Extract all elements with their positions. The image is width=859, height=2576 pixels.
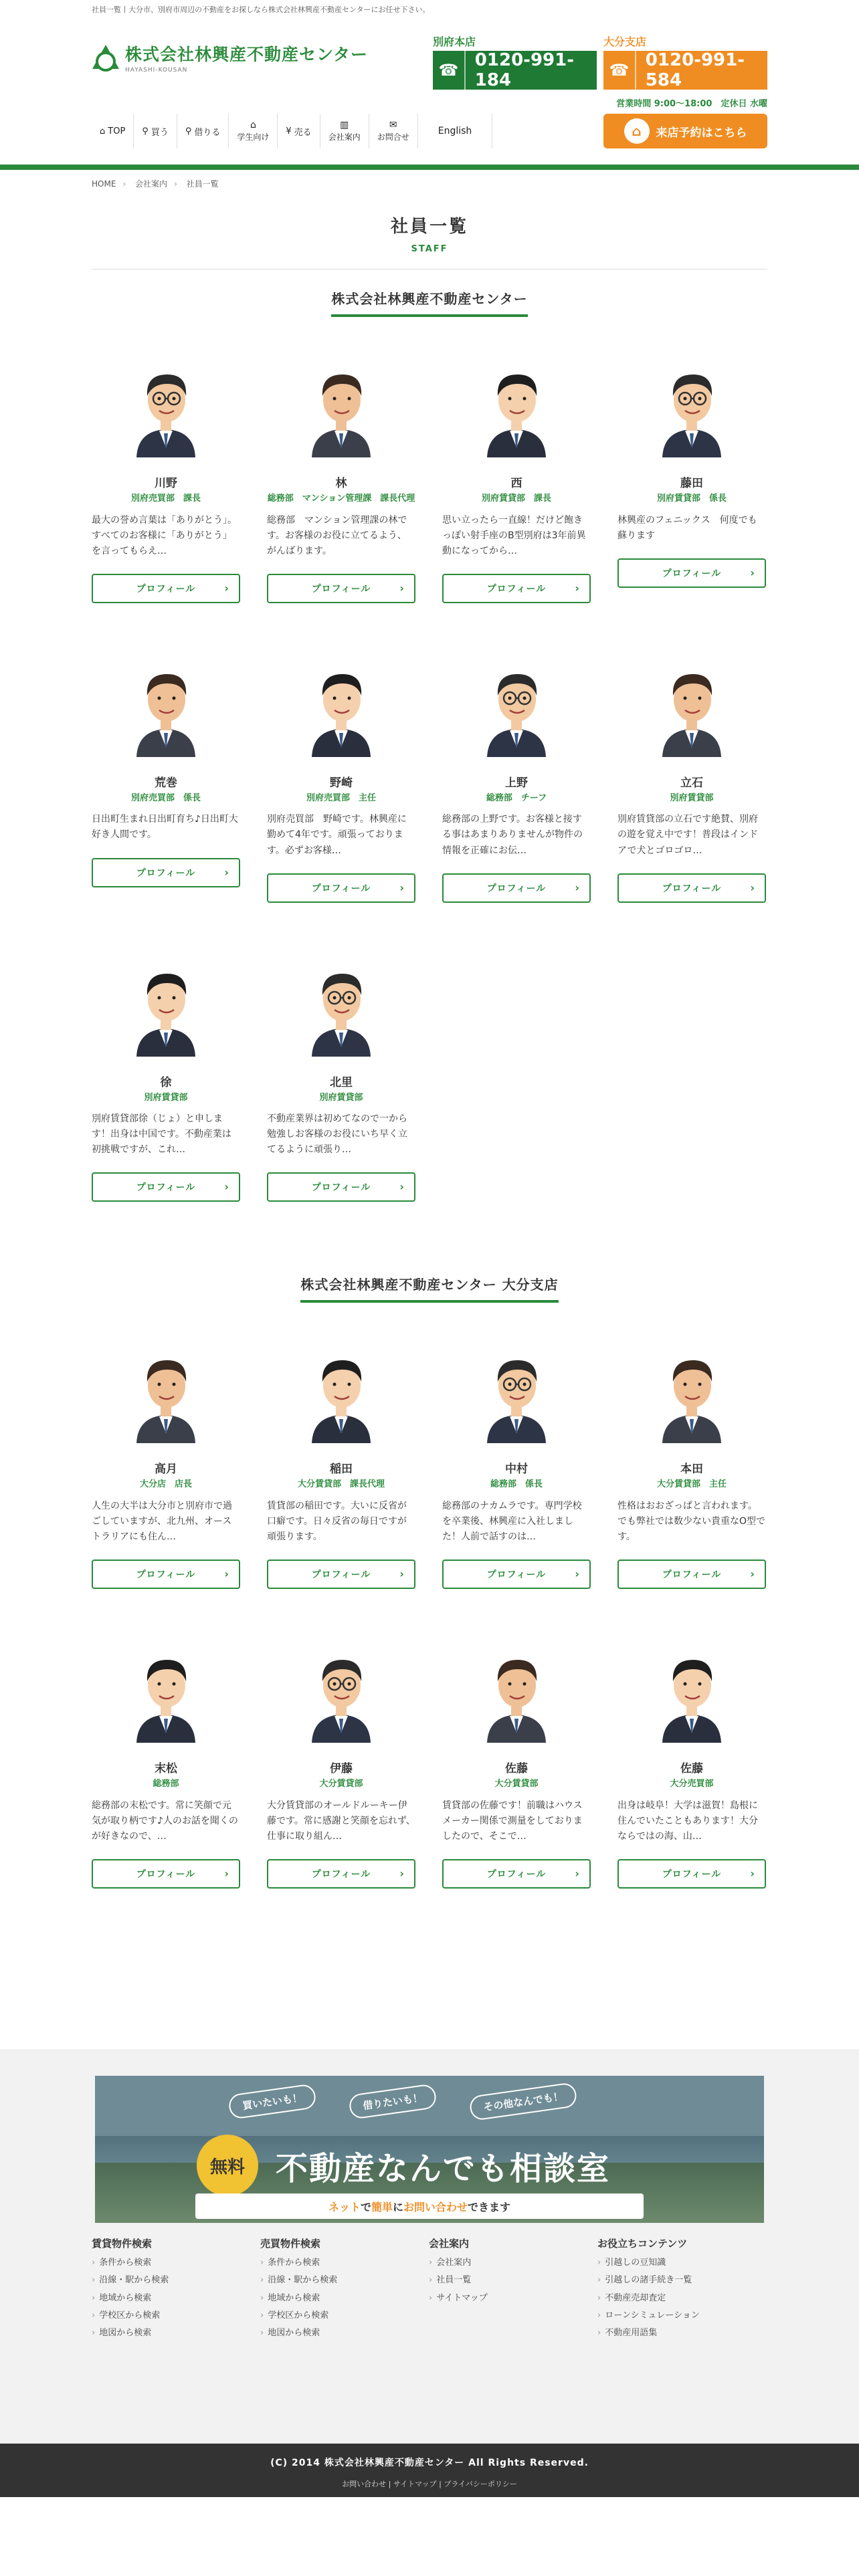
- staff-message: 別府売買部 野崎です。林興産に勤めて4年です。頑張っております。必ずお客様…: [267, 814, 407, 856]
- banner-bubble: その他なんでも！: [468, 2082, 578, 2121]
- section-title: [92, 1274, 767, 1303]
- staff-message: 日出町生まれ日出町育ち♪日出町大好き人間です。: [92, 814, 238, 841]
- chevron-right-icon: ›: [575, 581, 580, 595]
- footer-link[interactable]: › 引越しの諸手続き一覧: [597, 2274, 766, 2286]
- bottom-links: お問い合わせ | サイトマップ | プライバシーポリシー: [342, 2480, 517, 2489]
- staff-role: 総務部: [153, 1779, 179, 1790]
- footer-link-heading: 売買物件検索: [260, 2238, 321, 2250]
- chevron-right-icon: ›: [750, 566, 755, 579]
- nav-label: 買う: [151, 127, 169, 138]
- staff-card: [267, 657, 415, 903]
- staff-card: [442, 1642, 591, 1889]
- footer-link-column: [92, 2236, 260, 2345]
- profile-button-label: プロフィール: [662, 883, 722, 894]
- staff-message: 思い立ったら一直線！だけど飽きっぽい射手座のB型別府は3年前異動になってから…: [442, 514, 586, 556]
- staff-card: [617, 1642, 766, 1889]
- chevron-right-icon: ›: [224, 1867, 229, 1881]
- staff-card: [617, 657, 766, 903]
- chevron-right-icon: ›: [750, 1867, 755, 1881]
- staff-avatar: [476, 657, 557, 757]
- chevron-right-icon: ›: [750, 881, 755, 894]
- link-privacy[interactable]: プライバシーポリシー: [444, 2480, 517, 2489]
- staff-name: 川野: [155, 477, 177, 490]
- building-icon: ▥: [340, 119, 349, 130]
- staff-avatar: [126, 357, 206, 457]
- staff-card: [92, 357, 240, 603]
- home-icon: ⌂: [100, 126, 106, 136]
- copyright: (C) 2014 株式会社林興産不動産センター All Rights Reserved.: [270, 2458, 589, 2469]
- shop-icon: ⌂: [624, 118, 650, 144]
- staff-name: 林: [335, 477, 347, 490]
- staff-avatar: [301, 956, 381, 1057]
- staff-message: 大分賃貸部のオールドルーキー伊藤です。常に感謝と笑顔を忘れず、仕事に取り組ん…: [267, 1800, 415, 1842]
- staff-message: 総務部 マンション管理課の林です。お客様のお役に立てるよう、がんばります。: [267, 514, 407, 556]
- staff-card: [267, 1642, 415, 1889]
- link-sitemap[interactable]: サイトマップ: [393, 2480, 437, 2489]
- staff-role: 大分賃貸部 課長代理: [297, 1479, 385, 1490]
- staff-role: 総務部 チーフ: [486, 792, 547, 803]
- footer-link[interactable]: › 沿線・駅から検索: [92, 2274, 260, 2286]
- staff-avatar: [301, 1642, 381, 1743]
- nav-english[interactable]: [418, 114, 493, 148]
- staff-card: [92, 1642, 240, 1889]
- strip-text: 簡単: [371, 2200, 393, 2214]
- profile-button[interactable]: [92, 1560, 240, 1589]
- footer-link[interactable]: › 会社案内: [429, 2257, 597, 2269]
- staff-card: [617, 1343, 766, 1589]
- profile-button-label: プロフィール: [662, 568, 722, 579]
- profile-button-label: プロフィール: [311, 583, 371, 595]
- free-badge: 無料: [197, 2135, 258, 2196]
- staff-message: 別府賃貸部の立石です絶賛、別府の遊を覚え中です！普段はインドアで犬とゴロゴロ…: [617, 814, 758, 856]
- house-icon: ⌂: [250, 119, 256, 130]
- profile-button-label: プロフィール: [486, 583, 547, 595]
- profile-button[interactable]: [92, 858, 240, 887]
- staff-grid: [92, 357, 767, 1255]
- phone-icon: ☎: [433, 51, 466, 90]
- staff-role: 大分店 店長: [139, 1479, 192, 1490]
- profile-button[interactable]: [267, 574, 415, 603]
- copyright-bar: [0, 2444, 859, 2497]
- staff-name: 高月: [155, 1463, 177, 1477]
- staff-card: [267, 1343, 415, 1589]
- nav-label: 売る: [294, 127, 312, 138]
- staff-name: 末松: [155, 1762, 177, 1776]
- chevron-right-icon: ›: [575, 1867, 580, 1881]
- chevron-right-icon: ›: [399, 581, 405, 595]
- profile-button[interactable]: [617, 873, 766, 903]
- profile-button-label: プロフィール: [486, 1869, 547, 1881]
- footer-link[interactable]: › 条件から検索: [260, 2257, 429, 2269]
- profile-button-label: プロフィール: [136, 867, 196, 879]
- staff-message: 総務部の上野です。お客様と接する事はあまりありませんが物件の情報を正確にお伝…: [442, 814, 583, 856]
- staff-avatar: [476, 357, 557, 457]
- footer-link-column: [260, 2236, 429, 2345]
- profile-button-label: プロフィール: [311, 1182, 371, 1194]
- store-beppu: [433, 33, 597, 90]
- profile-button[interactable]: [617, 1859, 766, 1889]
- profile-button-label: プロフィール: [662, 1570, 722, 1581]
- chevron-right-icon: ›: [224, 581, 229, 595]
- footer-link[interactable]: › 不動産用語集: [597, 2327, 766, 2339]
- staff-name: 本田: [680, 1463, 703, 1477]
- staff-role: 別府賃貸部 課長: [481, 494, 551, 504]
- staff-role: 別府賃貸部: [144, 1092, 188, 1103]
- profile-button[interactable]: [442, 1560, 591, 1589]
- logo-mark-icon: [92, 43, 120, 72]
- staff-name: 伊藤: [330, 1762, 353, 1776]
- staff-avatar: [652, 1343, 732, 1443]
- profile-button[interactable]: [92, 574, 240, 603]
- strip-text: で: [360, 2200, 371, 2214]
- chevron-right-icon: ›: [399, 1568, 405, 1581]
- staff-sections: [92, 288, 767, 1942]
- staff-avatar: [652, 657, 732, 757]
- breadcrumb-company[interactable]: 会社案内: [135, 179, 168, 189]
- staff-message: 総務部の末松です。常に笑顔で元気が取り柄です♪人のお話を聞くのが好きなので、…: [92, 1800, 238, 1842]
- staff-avatar: [652, 1642, 732, 1743]
- link-contact[interactable]: お問い合わせ: [342, 2480, 387, 2489]
- reserve-label: 来店予約はこちら: [656, 126, 747, 140]
- profile-button-label: プロフィール: [486, 883, 547, 894]
- logo-sub: HAYASHI-KOUSAN: [125, 67, 188, 74]
- staff-name: 荒巻: [155, 776, 177, 790]
- footer-links: [92, 2236, 767, 2345]
- staff-grid: [92, 1343, 767, 1942]
- footer-link-column: [429, 2236, 597, 2345]
- breadcrumb: HOME › 会社案内 › 社員一覧: [92, 179, 219, 189]
- staff-name: 野崎: [330, 776, 353, 790]
- staff-avatar: [126, 657, 206, 757]
- footer-link[interactable]: › 学校区から検索: [260, 2310, 429, 2322]
- yen-icon: ¥: [286, 126, 292, 136]
- nav-student[interactable]: [229, 114, 278, 148]
- staff-card: [92, 657, 240, 903]
- site-logo[interactable]: [92, 41, 368, 74]
- breadcrumb-current: 社員一覧: [186, 179, 219, 189]
- top-tagline: 社員一覧丨大分市、別府市周辺の不動産をお探しなら株式会社林興産不動産センターにお任せ下さい。: [92, 5, 430, 14]
- staff-card: [442, 1343, 591, 1589]
- staff-card: [617, 357, 766, 603]
- nav-label: お問合せ: [377, 132, 409, 142]
- reserve-button[interactable]: [603, 114, 767, 148]
- phone-button-beppu[interactable]: [433, 51, 597, 90]
- staff-message: 別府賃貸部徐（じょ）と申します！出身は中国です。不動産業は初挑戦ですが、これ…: [92, 1113, 231, 1156]
- business-hours: 営業時間 9:00～18:00 定休日 水曜: [616, 99, 767, 109]
- nav-buy[interactable]: [134, 114, 177, 148]
- chevron-right-icon: ›: [575, 1568, 580, 1581]
- staff-message: 人生の大半は大分市と別府市で過ごしていますが、北九州、オーストラリアにも住ん…: [92, 1501, 232, 1543]
- footer-link[interactable]: › 引越しの豆知識: [597, 2257, 766, 2269]
- profile-button[interactable]: [442, 873, 591, 903]
- staff-name: 中村: [505, 1463, 528, 1477]
- chevron-right-icon: ›: [224, 1568, 229, 1581]
- nav-label: 会社案内: [328, 132, 361, 142]
- staff-name: 立石: [680, 776, 703, 790]
- site-header: [92, 15, 767, 148]
- profile-button[interactable]: [442, 574, 591, 603]
- staff-role: 総務部 係長: [490, 1479, 543, 1490]
- profile-button[interactable]: [267, 1172, 415, 1202]
- staff-message: 性格はおおざっぱと言われます。でも弊社では数少ない貴重なO型です。: [617, 1501, 766, 1543]
- profile-button[interactable]: [617, 558, 766, 588]
- staff-role: 大分賃貸部 主任: [656, 1479, 727, 1490]
- footer-link[interactable]: › 沿線・駅から検索: [260, 2274, 429, 2286]
- phone-number: 0120-991-584: [645, 50, 745, 90]
- store-label: 大分支店: [603, 35, 647, 48]
- banner-bubble: 買いたいも！: [227, 2083, 317, 2120]
- phone-number: 0120-991-184: [474, 50, 575, 90]
- footer-link-heading: 賃貸物件検索: [92, 2238, 153, 2250]
- page-title: 社員一覧: [390, 217, 468, 237]
- staff-avatar: [126, 1642, 206, 1743]
- strip-text: ネット: [328, 2200, 361, 2214]
- section-title-text: 株式会社林興産不動産センター 大分支店: [300, 1274, 558, 1303]
- nav-rent[interactable]: [177, 114, 229, 148]
- profile-button-label: プロフィール: [486, 1570, 547, 1581]
- staff-name: 佐藤: [680, 1762, 703, 1776]
- profile-button-label: プロフィール: [136, 583, 196, 595]
- staff-name: 西: [510, 477, 522, 490]
- staff-role: 別府売買部 係長: [130, 792, 201, 803]
- staff-avatar: [476, 1343, 557, 1443]
- phone-icon: ☎: [603, 51, 636, 90]
- staff-avatar: [301, 657, 381, 757]
- nav-top[interactable]: [92, 114, 134, 148]
- staff-role: 大分賃貸部: [319, 1779, 363, 1790]
- footer-link[interactable]: › サイトマップ: [429, 2292, 597, 2304]
- phone-button-oita[interactable]: [603, 51, 767, 90]
- chevron-right-icon: ›: [399, 1867, 405, 1881]
- profile-button-label: プロフィール: [311, 883, 371, 894]
- footer-link[interactable]: › ローンシミュレーション: [597, 2310, 766, 2322]
- nav-label: English: [438, 126, 472, 136]
- staff-avatar: [301, 1343, 381, 1443]
- search-icon: ⚲: [185, 126, 192, 136]
- profile-button-label: プロフィール: [136, 1869, 196, 1881]
- store-label: 別府本店: [433, 35, 476, 48]
- staff-card: [267, 357, 415, 603]
- footer-link[interactable]: › 社員一覧: [429, 2274, 597, 2286]
- profile-button-label: プロフィール: [311, 1869, 371, 1881]
- staff-card: [267, 956, 415, 1202]
- profile-button[interactable]: [617, 1560, 766, 1589]
- staff-role: 大分賃貸部: [494, 1779, 539, 1790]
- main-nav: [92, 114, 492, 148]
- strip-text: できます: [468, 2200, 511, 2214]
- strip-text: お問い合わせ: [403, 2200, 468, 2214]
- staff-name: 稲田: [330, 1463, 353, 1477]
- staff-card: [442, 357, 591, 603]
- profile-button[interactable]: [267, 1560, 415, 1589]
- search-icon: ⚲: [142, 126, 149, 136]
- staff-card: [92, 1343, 240, 1589]
- staff-message: 不動産業界は初めてなので一から勉強しお客様のお役にいち早く立てるように頑張り…: [267, 1113, 407, 1156]
- profile-button[interactable]: [442, 1859, 591, 1889]
- chevron-right-icon: ›: [750, 1568, 755, 1581]
- staff-message: 賃貸部の稲田です。大いに反省が口癖です。日々反省の毎日ですが頑張ります。: [267, 1501, 407, 1543]
- section-title-text: 株式会社林興産不動産センター: [331, 288, 527, 317]
- strip-text: に: [393, 2200, 404, 2214]
- banner-strip: [195, 2193, 644, 2219]
- staff-message: 最大の誉め言葉は「ありがとう」。すべてのお客様に「ありがとう」を言ってもらえ…: [92, 514, 237, 556]
- profile-button[interactable]: [267, 873, 415, 903]
- footer: [0, 2049, 859, 2444]
- staff-card: [92, 956, 240, 1202]
- footer-link[interactable]: › 学校区から検索: [92, 2310, 260, 2322]
- staff-name: 佐藤: [505, 1762, 528, 1776]
- chevron-right-icon: ›: [224, 865, 229, 879]
- staff-role: 総務部 マンション管理課 課長代理: [267, 494, 415, 504]
- staff-role: 別府賃貸部: [670, 792, 714, 803]
- breadcrumb-home[interactable]: HOME: [92, 179, 116, 189]
- chevron-right-icon: ›: [399, 1180, 405, 1194]
- chevron-right-icon: ›: [399, 881, 405, 894]
- staff-message: 出身は岐阜！大学は滋賀！島根に住んでいたこともあります！大分ならではの海、山…: [617, 1800, 758, 1842]
- consult-banner[interactable]: [95, 2076, 764, 2223]
- profile-button-label: プロフィール: [136, 1182, 196, 1194]
- staff-name: 北里: [330, 1075, 353, 1089]
- footer-link[interactable]: › 不動産売却査定: [597, 2292, 766, 2304]
- profile-button[interactable]: [267, 1859, 415, 1889]
- footer-link[interactable]: › 条件から検索: [92, 2257, 260, 2269]
- mail-icon: ✉: [389, 119, 397, 130]
- profile-button-label: プロフィール: [136, 1570, 196, 1581]
- profile-button-label: プロフィール: [662, 1869, 722, 1881]
- footer-link[interactable]: › 地域から検索: [260, 2292, 429, 2304]
- footer-link-column: [597, 2236, 766, 2345]
- staff-role: 大分売買部: [670, 1779, 714, 1790]
- staff-avatar: [301, 357, 381, 457]
- profile-button[interactable]: [92, 1859, 240, 1889]
- banner-title: 不動産なんでも相談室: [276, 2150, 611, 2188]
- footer-link[interactable]: › 地図から検索: [260, 2327, 429, 2339]
- staff-message: 賃貸部の佐藤です！前職はハウスメーカー関係で測量をしておりましたので、そこで…: [442, 1800, 583, 1842]
- staff-role: 別府売買部 課長: [130, 494, 201, 504]
- staff-card: [442, 657, 591, 903]
- logo-name: 株式会社林興産不動産センター: [125, 45, 369, 64]
- staff-name: 藤田: [680, 477, 703, 490]
- nav-company[interactable]: [320, 114, 369, 148]
- banner-bubble: 借りたいも！: [348, 2083, 438, 2120]
- footer-link[interactable]: › 地域から検索: [92, 2292, 260, 2304]
- profile-button[interactable]: [92, 1172, 240, 1202]
- nav-label: 学生向け: [237, 132, 270, 142]
- staff-avatar: [126, 956, 206, 1057]
- staff-avatar: [476, 1642, 557, 1743]
- section-title: [92, 288, 767, 317]
- staff-name: 上野: [505, 776, 528, 790]
- staff-avatar: [126, 1343, 206, 1443]
- nav-contact[interactable]: [369, 114, 418, 148]
- footer-link-heading: 会社案内: [429, 2238, 470, 2250]
- staff-role: 別府賃貸部: [319, 1092, 363, 1103]
- nav-label: 借りる: [194, 127, 221, 138]
- chevron-right-icon: ›: [575, 881, 580, 894]
- staff-role: 別府賃貸部 係長: [656, 494, 727, 504]
- footer-link-heading: お役立ちコンテンツ: [597, 2238, 688, 2250]
- header-divider: [0, 165, 859, 170]
- divider: [92, 269, 767, 270]
- store-oita: [603, 33, 767, 90]
- footer-link[interactable]: › 地図から検索: [92, 2327, 260, 2339]
- staff-avatar: [652, 357, 732, 457]
- chevron-right-icon: ›: [224, 1180, 229, 1194]
- staff-message: 総務部のナカムラです。専門学校を卒業後、林興産に入社しました！人前で話すのは…: [442, 1501, 582, 1543]
- nav-label: TOP: [108, 126, 126, 136]
- staff-message: 林興産のフェニックス 何度でも蘇ります: [617, 514, 757, 541]
- nav-sell[interactable]: [278, 114, 320, 148]
- staff-name: 徐: [160, 1075, 172, 1089]
- profile-button-label: プロフィール: [311, 1570, 371, 1581]
- staff-role: 別府売買部 主任: [306, 792, 376, 803]
- page-subtitle: STAFF: [411, 244, 448, 254]
